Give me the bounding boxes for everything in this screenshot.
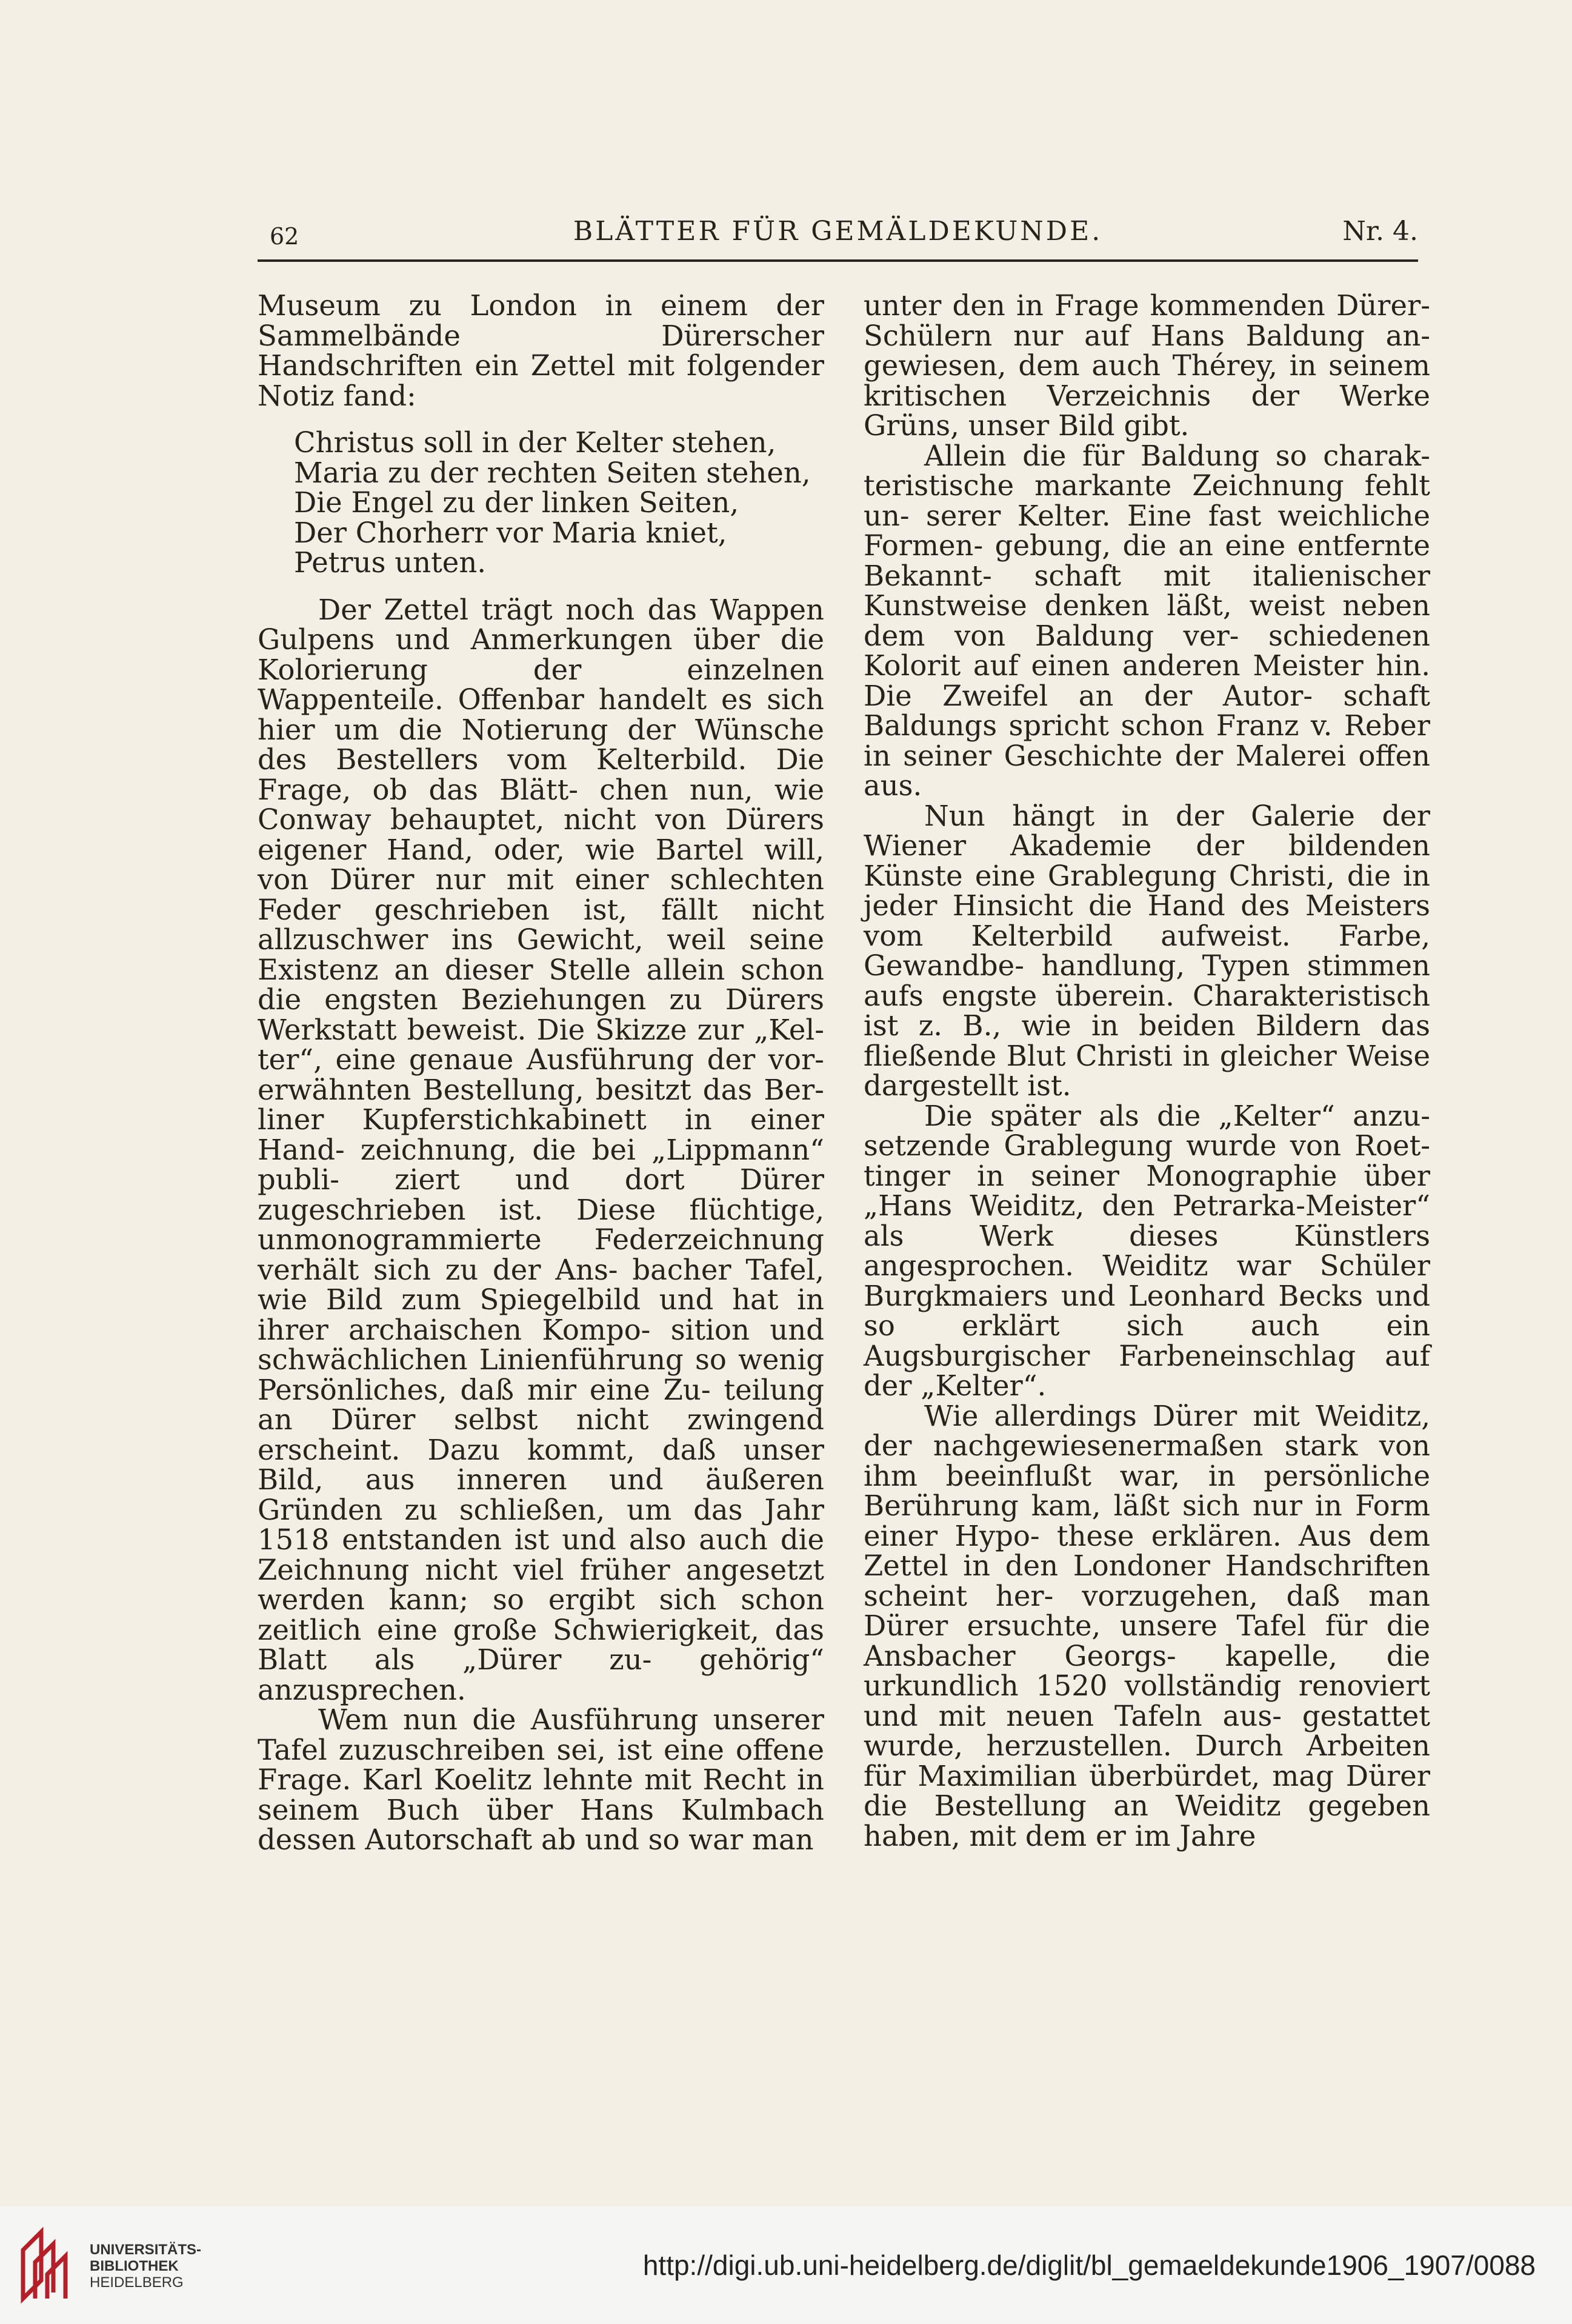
paragraph: Wie allerdings Dürer mit Weiditz, der nachgewiesenermaßen stark von ihm beeinflußt war, in persönliche Berührung kam, läßt sich nur in Form einer Hypo- these erklären. Aus dem Zettel in den Londoner Handschriften scheint her- vorzugehen, daß man Dürer ersuchte, unsere Tafel für die Ansbacher Georgs- kapelle, die urkundlich 1520 vollständig renoviert und mit neuen Tafeln aus- gestattet wurde, herzustellen. Durch Arbeiten für Maximilian überbürdet, mag Dürer die Bestellung an Weiditz gegeben haben, mit dem er im Jahre <box>864 1399 1430 1852</box>
ub-heidelberg-logo-icon <box>17 2226 84 2305</box>
verse-line: Maria zu der rechten Seiten stehen, <box>294 456 811 489</box>
left-column <box>258 291 824 1855</box>
verse-line: Die Engel zu der linken Seiten, <box>294 486 739 519</box>
library-line: HEIDELBERG <box>90 2274 184 2291</box>
paragraph: Wem nun die Ausführung unserer Tafel zuzuschreiben sei, ist eine offene Frage. Karl Koelitz lehnte mit Recht in seinem Buch über Hans Kulmbach dessen Autorschaft ab und so war man <box>258 1703 824 1856</box>
paragraph: Der Zettel trägt noch das Wappen Gulpens und Anmerkungen über die Kolorierung der einzelnen Wappenteile. Offenbar handelt es sich hier um die Notierung der Wünsche des Bestellers vom Kelterbild. Die Frage, ob das Blätt- chen nun, wie Conway behauptet, nicht von Dürers eigener Hand, oder, wie Bartel will, von Dürer nur mit einer schlechten Feder geschrieben ist, fällt nicht allzuschwer ins Gewicht, weil seine Existenz an dieser Stelle allein schon die engsten Beziehungen zu Dürers Werkstatt beweist. Die Skizze zur „Kel- ter“, eine genaue Ausführung der vor- erwähnten Bestellung, besitzt das Ber- liner Kupferstichkabinett in einer Hand- zeichnung, die bei „Lippmann“ publi- ziert und dort Dürer zugeschrieben ist. Diese flüchtige, unmonogrammierte Federzeichnung verhält sich zu der Ans- bacher Tafel, wie Bild zum Spiegelbild und hat in ihrer archaischen Kompo- sition und schwächlichen Linienführung so wenig Persönliches, daß mir eine Zu- teilung an Dürer selbst nicht zwingend erscheint. Dazu kommt, daß unser Bild, aus inneren und äußeren Gründen zu schließen, um das Jahr 1518 entstanden ist und also auch die Zeichnung nicht viel früher angesetzt werden kann; so ergibt sich schon zeitlich eine große Schwierigkeit, das Blatt als „Dürer zu- gehörig“ anzusprechen. <box>258 593 824 1706</box>
verse-line: Der Chorherr vor Maria kniet, <box>294 516 727 549</box>
paragraph: Die später als die „Kelter“ anzu- setzende Grablegung wurde von Roet- tinger in seiner Monographie über „Hans Weiditz, den Petrarka-Meister“ als Werk dieses Künstlers angesprochen. Weiditz war Schüler Burgkmaiers und Leonhard Becks und so erklärt sich auch ein Augsburgischer Farbeneinschlag auf der „Kelter“. <box>864 1099 1430 1402</box>
paragraph: Museum zu London in einem der Sammelbände Dürerscher Handschriften ein Zettel mit folgender Notiz fand: <box>258 289 824 412</box>
page-number: 62 <box>270 223 299 250</box>
right-column <box>864 291 1430 1851</box>
source-url-link[interactable]: http://digi.ub.uni-heidelberg.de/diglit/bl_gemaeldekunde1906_1907/0088 <box>642 2249 1536 2281</box>
library-line: BIBLIOTHEK <box>90 2258 179 2274</box>
paragraph: Nun hängt in der Galerie der Wiener Akademie der bildenden Künste eine Grablegung Christi, die in jeder Hinsicht die Hand des Meisters vom Kelterbild aufweist. Farbe, Gewandbe- handlung, Typen stimmen aufs engste überein. Charakteristisch ist z. B., wie in beiden Bildern das fließende Blut Christi in gleicher Weise dargestellt ist. <box>864 799 1430 1102</box>
paragraph: Allein die für Baldung so charak- teristische markante Zeichnung fehlt un- serer Kelter. Eine fast weichliche Formen- gebung, die an eine entfernte Bekannt- schaft mit italienischer Kunstweise denken läßt, weist neben dem von Baldung ver- schiedenen Kolorit auf einen anderen Meister hin. Die Zweifel an der Autor- schaft Baldungs spricht schon Franz v. Reber in seiner Geschichte der Malerei offen aus. <box>864 439 1430 802</box>
issue-number: Nr. 4. <box>1342 216 1418 247</box>
verse-line: Christus soll in der Kelter stehen, <box>294 426 776 459</box>
verse-line: Petrus unten. <box>294 546 487 579</box>
digitization-footer <box>0 2206 1572 2324</box>
header-rule <box>258 259 1418 262</box>
library-line: UNIVERSITÄTS- <box>90 2242 202 2258</box>
running-header <box>258 212 1418 255</box>
journal-title: BLÄTTER FÜR GEMÄLDEKUNDE. <box>573 216 1103 247</box>
library-name <box>90 2242 201 2291</box>
paragraph: unter den in Frage kommenden Dürer- Schülern nur auf Hans Baldung an- gewiesen, dem auch Thérey, in seinem kritischen Verzeichnis der Werke Grüns, unser Bild gibt. <box>864 289 1430 442</box>
